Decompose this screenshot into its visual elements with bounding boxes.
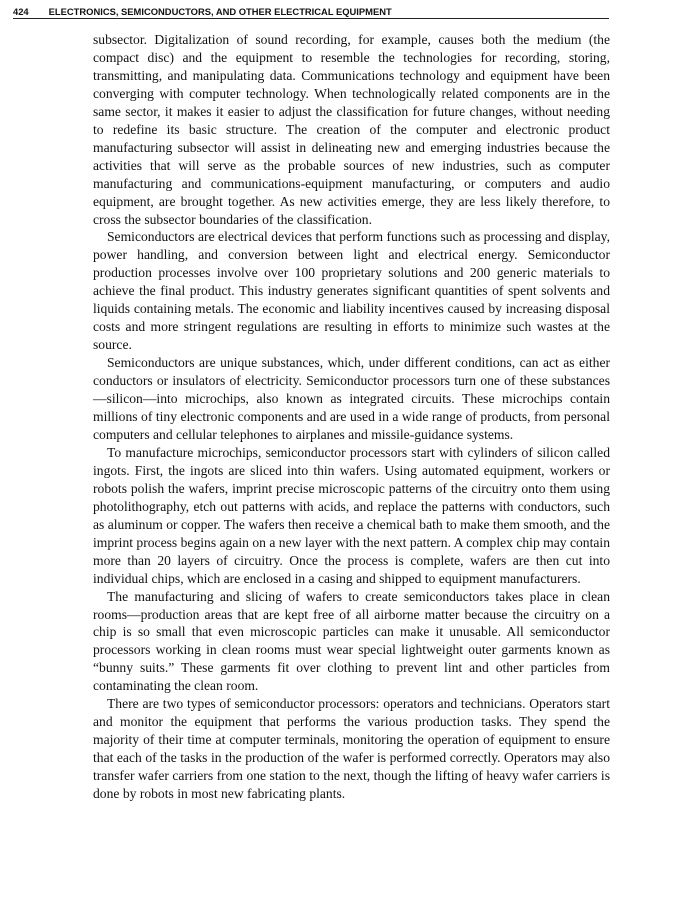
paragraph-3: Semiconductors are unique substances, which, under different conditions, can act as either conductors or insulators of electricity. Semiconductor processors turn one of these substances—silicon—into microchips, also known as integrated circuits. These microchips contain millions of tiny electronic components and are used in a wide range of products, from personal computers and cellular telephones to airplanes and missile-guidance systems.	[93, 355, 610, 442]
paragraph-5: The manufacturing and slicing of wafers to create semiconductors takes place in clean rooms—production areas that are kept free of all airborne matter because the circuitry on a chip is so small that even microscopic particles can make it unusable. All semiconductor processors working in clean rooms must wear special lightweight outer garments known as “bunny suits.” These garments fit over clothing to prevent lint and other particles from contaminating the clean room.	[93, 588, 610, 694]
body-text	[93, 31, 610, 803]
paragraph-4: To manufacture microchips, semiconductor processors start with cylinders of silicon called ingots. First, the ingots are sliced into thin wafers. Using automated equipment, workers or robots polish the wafers, imprint precise microscopic patterns of the circuitry onto them using photolithography, etch out patterns with acids, and replace the patterns with conductors, such as aluminum or copper. The wafers then receive a chemical bath to make them smooth, and the imprint process begins again on a new layer with the next pattern. A complex chip may contain more than 20 layers of circuitry. Once the process is complete, wafers are then cut into individual chips, which are enclosed in a casing and shipped to equipment manufacturers.	[93, 444, 610, 586]
running-head-title: ELECTRONICS, SEMICONDUCTORS, AND OTHER ELECTRICAL EQUIPMENT	[48, 6, 392, 17]
paragraph-1: subsector. Digitalization of sound recording, for example, causes both the medium (the compact disc) and the equipment to resemble the technologies for recording, storing, transmitting, and manipulating data. Communications technology and equipment have been converging with computer technology. When technologically related components are in the same sector, it makes it easier to adjust the classification for future changes, without needing to redefine its basic structure. The creation of the computer and electronic product manufacturing subsector will assist in delineating new and emerging industries because the activities that will serve as the probable sources of new industries, such as computer manufacturing and communications-equipment manufacturing, or computers and audio equipment, are brought together. As new activities emerge, they are less likely therefore, to cross the subsector boundaries of the classification.	[93, 32, 610, 227]
paragraph-2: Semiconductors are electrical devices that perform functions such as processing and display, power handling, and conversion between light and electrical energy. Semiconductor production processes involve over 100 proprietary solutions and 200 generic materials to achieve the final product. This industry generates significant quantities of spent solvents and liquids containing metals. The economic and liability incentives caused by increasing disposal costs and more stringent regulations are resulting in efforts to minimize such wastes at the source.	[93, 229, 610, 353]
running-header	[13, 6, 609, 19]
page-number: 424	[13, 6, 29, 17]
paragraph-6: There are two types of semiconductor processors: operators and technicians. Operators start and monitor the equipment that performs the various production tasks. They spend the majority of their time at computer terminals, monitoring the operation of equipment to ensure that each of the tasks in the production of the wafer is performed correctly. Operators may also transfer wafer carriers from one station to the next, though the lifting of heavy wafer carriers is done by robots in most new fabricating plants.	[93, 696, 610, 802]
